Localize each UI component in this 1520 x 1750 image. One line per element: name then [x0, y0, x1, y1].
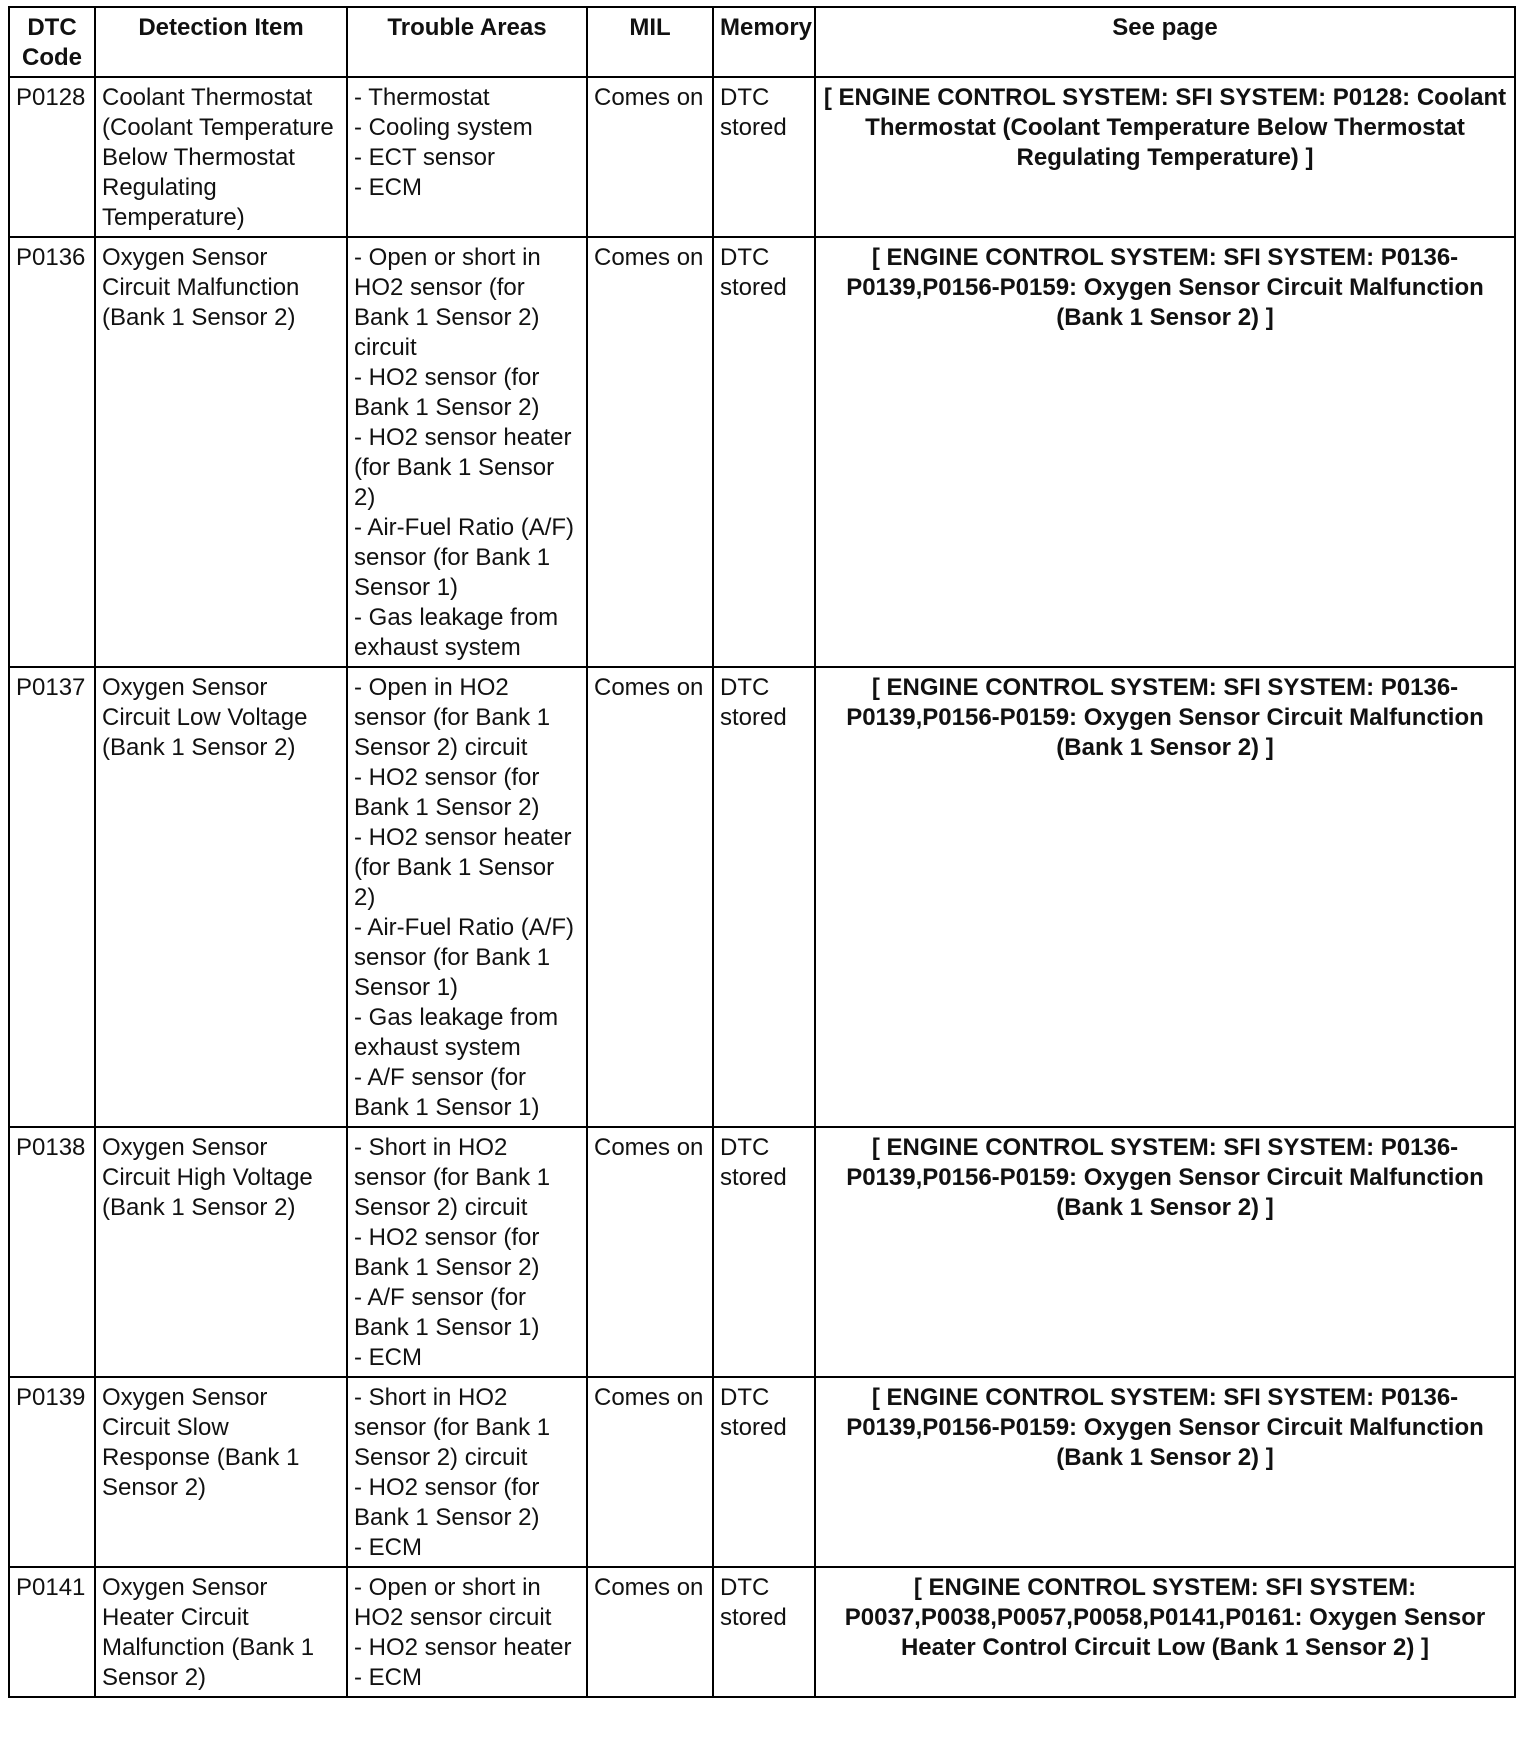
see-page-link[interactable]: [ ENGINE CONTROL SYSTEM: SFI SYSTEM: P0136-P0139,P0156-P0159: Oxygen Sensor Circuit Malfunction (Bank 1 Sensor 2) ]	[815, 237, 1515, 667]
dtc-code: P0136	[9, 237, 95, 667]
detection-item: Oxygen Sensor Circuit Low Voltage (Bank 1 Sensor 2)	[95, 667, 347, 1127]
detection-item: Oxygen Sensor Circuit High Voltage (Bank 1 Sensor 2)	[95, 1127, 347, 1377]
memory-status: DTC stored	[713, 77, 815, 237]
trouble-item: - Gas leakage from exhaust system	[354, 1004, 559, 1061]
see-page-link[interactable]: [ ENGINE CONTROL SYSTEM: SFI SYSTEM: P0136-P0139,P0156-P0159: Oxygen Sensor Circuit Malfunction (Bank 1 Sensor 2) ]	[815, 667, 1515, 1127]
dtc-code: P0138	[9, 1127, 95, 1377]
dtc-table	[8, 6, 1516, 1698]
trouble-item: - HO2 sensor heater	[354, 1634, 572, 1661]
trouble-item: - ECM	[354, 1664, 422, 1691]
trouble-item: - HO2 sensor (for Bank 1 Sensor 2)	[354, 1224, 540, 1281]
dtc-table-container	[8, 6, 1514, 1698]
trouble-item: - Short in HO2 sensor (for Bank 1 Sensor 2) circuit	[354, 1384, 551, 1471]
mil-status: Comes on	[587, 667, 713, 1127]
trouble-item: - Short in HO2 sensor (for Bank 1 Sensor 2) circuit	[354, 1134, 551, 1221]
memory-status: DTC stored	[713, 1377, 815, 1567]
trouble-item: - HO2 sensor heater (for Bank 1 Sensor 2)	[354, 824, 572, 911]
dtc-code: P0137	[9, 667, 95, 1127]
trouble-item: - Air-Fuel Ratio (A/F) sensor (for Bank 1 Sensor 1)	[354, 914, 575, 1001]
memory-status: DTC stored	[713, 1567, 815, 1697]
header-mil: MIL	[587, 7, 713, 77]
trouble-item: - ECM	[354, 174, 422, 201]
header-see-page: See page	[815, 7, 1515, 77]
trouble-item: - A/F sensor (for Bank 1 Sensor 1)	[354, 1284, 540, 1341]
mil-status: Comes on	[587, 1567, 713, 1697]
trouble-item: - Open or short in HO2 sensor circuit	[354, 1574, 552, 1631]
detection-item: Oxygen Sensor Heater Circuit Malfunction (Bank 1 Sensor 2)	[95, 1567, 347, 1697]
header-row	[9, 7, 1515, 77]
see-page-link[interactable]: [ ENGINE CONTROL SYSTEM: SFI SYSTEM: P0136-P0139,P0156-P0159: Oxygen Sensor Circuit Malfunction (Bank 1 Sensor 2) ]	[815, 1127, 1515, 1377]
dtc-code: P0141	[9, 1567, 95, 1697]
mil-status: Comes on	[587, 237, 713, 667]
trouble-item: - HO2 sensor heater (for Bank 1 Sensor 2)	[354, 424, 572, 511]
table-row	[9, 77, 1515, 237]
detection-item: Coolant Thermostat (Coolant Temperature Below Thermostat Regulating Temperature)	[95, 77, 347, 237]
dtc-code: P0128	[9, 77, 95, 237]
header-memory: Memory	[713, 7, 815, 77]
header-trouble-areas: Trouble Areas	[347, 7, 587, 77]
trouble-areas	[347, 667, 587, 1127]
memory-status: DTC stored	[713, 237, 815, 667]
trouble-item: - A/F sensor (for Bank 1 Sensor 1)	[354, 1064, 540, 1121]
trouble-item: - Open in HO2 sensor (for Bank 1 Sensor 2) circuit	[354, 674, 551, 761]
see-page-link[interactable]: [ ENGINE CONTROL SYSTEM: SFI SYSTEM: P0128: Coolant Thermostat (Coolant Temperature Below Thermostat Regulating Temperature) ]	[815, 77, 1515, 237]
trouble-item: - Air-Fuel Ratio (A/F) sensor (for Bank 1 Sensor 1)	[354, 514, 575, 601]
trouble-item: - ECT sensor	[354, 144, 495, 171]
trouble-item: - Gas leakage from exhaust system	[354, 604, 559, 661]
table-row	[9, 1127, 1515, 1377]
memory-status: DTC stored	[713, 1127, 815, 1377]
header-detection-item: Detection Item	[95, 7, 347, 77]
trouble-item: - Open or short in HO2 sensor (for Bank 1 Sensor 2) circuit	[354, 244, 541, 361]
table-row	[9, 237, 1515, 667]
see-page-link[interactable]: [ ENGINE CONTROL SYSTEM: SFI SYSTEM: P0136-P0139,P0156-P0159: Oxygen Sensor Circuit Malfunction (Bank 1 Sensor 2) ]	[815, 1377, 1515, 1567]
mil-status: Comes on	[587, 77, 713, 237]
trouble-areas	[347, 77, 587, 237]
trouble-item: - HO2 sensor (for Bank 1 Sensor 2)	[354, 764, 540, 821]
detection-item: Oxygen Sensor Circuit Malfunction (Bank 1 Sensor 2)	[95, 237, 347, 667]
trouble-areas	[347, 1567, 587, 1697]
table-row	[9, 1377, 1515, 1567]
dtc-code: P0139	[9, 1377, 95, 1567]
trouble-areas	[347, 237, 587, 667]
trouble-item: - Thermostat	[354, 84, 490, 111]
header-dtc-code: DTC Code	[9, 7, 95, 77]
trouble-item: - HO2 sensor (for Bank 1 Sensor 2)	[354, 1474, 540, 1531]
detection-item: Oxygen Sensor Circuit Slow Response (Bank 1 Sensor 2)	[95, 1377, 347, 1567]
trouble-item: - Cooling system	[354, 114, 533, 141]
trouble-areas	[347, 1377, 587, 1567]
trouble-item: - ECM	[354, 1344, 422, 1371]
table-row	[9, 1567, 1515, 1697]
table-row	[9, 667, 1515, 1127]
mil-status: Comes on	[587, 1127, 713, 1377]
mil-status: Comes on	[587, 1377, 713, 1567]
trouble-item: - ECM	[354, 1534, 422, 1561]
see-page-link[interactable]: [ ENGINE CONTROL SYSTEM: SFI SYSTEM: P0037,P0038,P0057,P0058,P0141,P0161: Oxygen Sensor Heater Control Circuit Low (Bank 1 Sensor 2) ]	[815, 1567, 1515, 1697]
trouble-item: - HO2 sensor (for Bank 1 Sensor 2)	[354, 364, 540, 421]
trouble-areas	[347, 1127, 587, 1377]
memory-status: DTC stored	[713, 667, 815, 1127]
